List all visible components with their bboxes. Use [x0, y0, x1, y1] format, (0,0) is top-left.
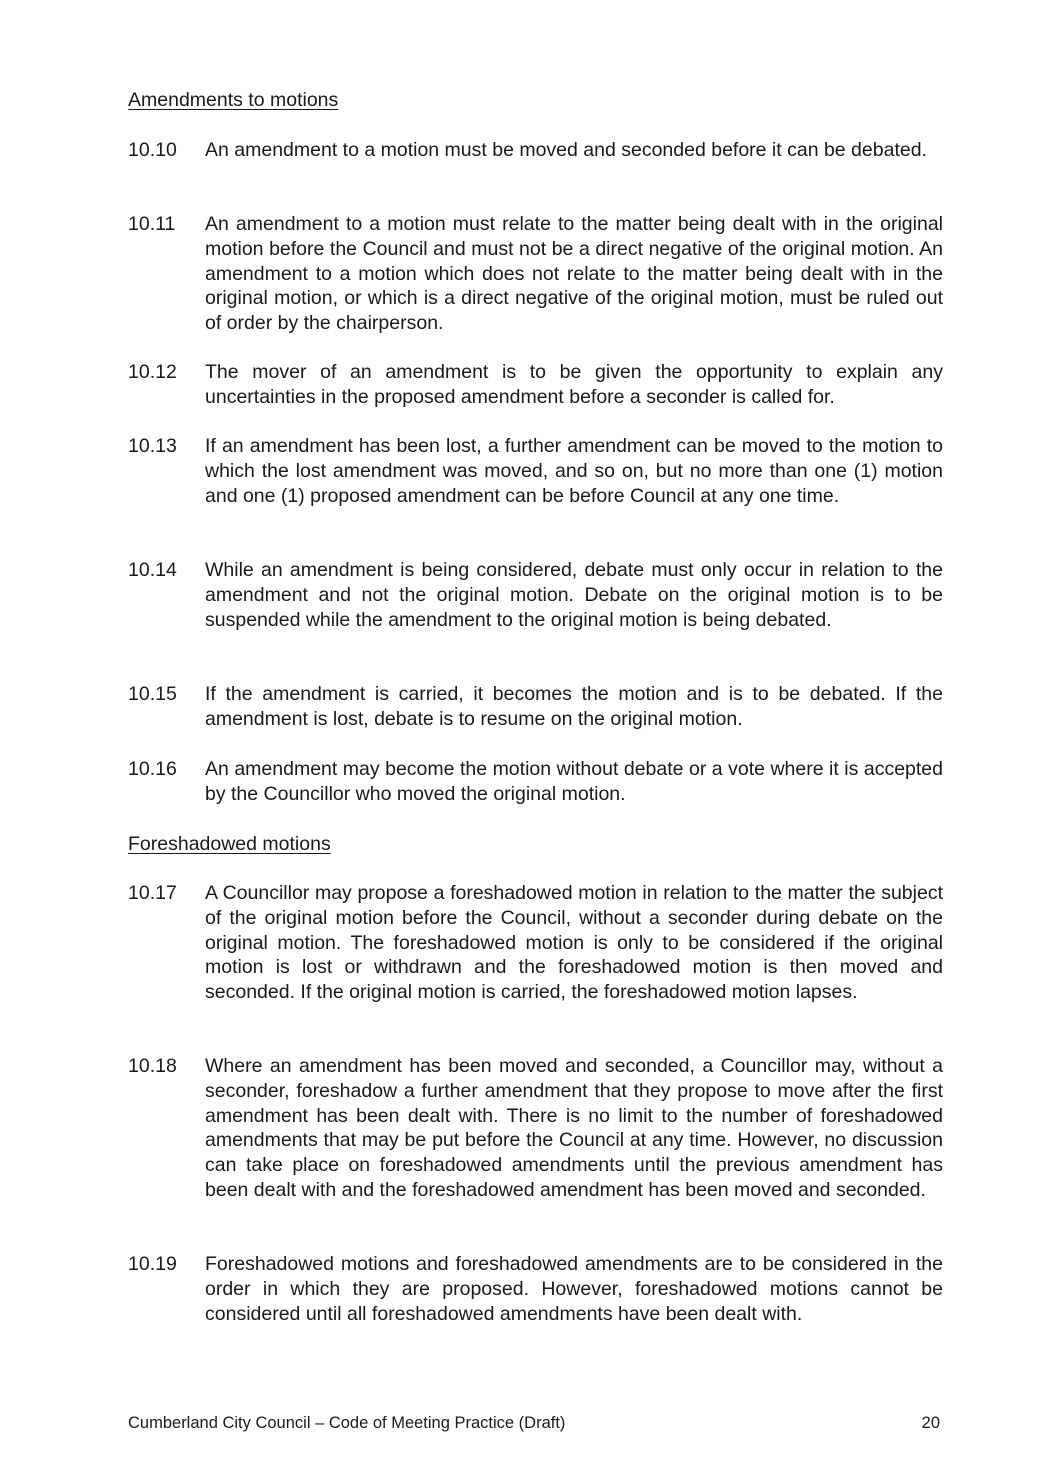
clause-text: If an amendment has been lost, a further amendment can be moved to the motion to which the lost amendment was moved, and so on, but no more than one (1) motion and one (1) proposed amendment can be before Council at any one time.: [205, 435, 943, 507]
footer-document-title: Cumberland City Council – Code of Meeting Practice (Draft): [128, 1414, 566, 1432]
clause-text: The mover of an amendment is to be given the opportunity to explain any uncertainties in the proposed amendment before a seconder is called for.: [205, 361, 943, 408]
clause-text: An amendment to a motion must be moved and seconded before it can be debated.: [205, 139, 927, 161]
section-heading-amendments: Amendments to motions: [128, 89, 339, 111]
clause-text: If the amendment is carried, it becomes the motion and is to be debated. If the amendment is lost, debate is to resume on the original motion.: [205, 683, 943, 730]
clause-number: 10.15: [128, 683, 177, 705]
clause-number: 10.13: [128, 435, 177, 457]
footer-page-number: 20: [921, 1414, 940, 1432]
clause-number: 10.11: [128, 213, 176, 235]
clause-text: A Councillor may propose a foreshadowed motion in relation to the matter the subject of the original motion before the Council, without a seconder during debate on the original motion. The foreshadowed motion is only to be considered if the original motion is lost or withdrawn and the foreshadowed motion is then moved and seconded. If the original motion is carried, the foreshadowed motion lapses.: [205, 882, 943, 1004]
clause-text: An amendment may become the motion without debate or a vote where it is accepted by the Councillor who moved the original motion.: [205, 758, 943, 805]
clause-number: 10.16: [128, 758, 177, 780]
clause-text: While an amendment is being considered, debate must only occur in relation to the amendment and not the original motion. Debate on the original motion is to be suspended while the amendment to the original motion is being debated.: [205, 559, 943, 631]
clause-text: Where an amendment has been moved and seconded, a Councillor may, without a seconder, foreshadow a further amendment that they propose to move after the first amendment has been dealt with. There is no limit to the number of foreshadowed amendments that may be put before the Council at any time. However, no discussion can take place on foreshadowed amendments until the previous amendment has been dealt with and the foreshadowed amendment has been moved and seconded.: [205, 1055, 943, 1201]
clause-number: 10.17: [128, 882, 177, 904]
clause-number: 10.18: [128, 1055, 177, 1077]
section-heading-foreshadowed: Foreshadowed motions: [128, 833, 331, 855]
clause-number: 10.19: [128, 1253, 177, 1275]
clause-number: 10.10: [128, 139, 177, 161]
clause-number: 10.14: [128, 559, 177, 581]
clause-text: An amendment to a motion must relate to the matter being dealt with in the original motion before the Council and must not be a direct negative of the original motion. An amendment to a motion which does not relate to the matter being dealt with in the original motion, or which is a direct negative of the original motion, must be ruled out of order by the chairperson.: [205, 213, 943, 335]
clause-text: Foreshadowed motions and foreshadowed amendments are to be considered in the order in which they are proposed. However, foreshadowed motions cannot be considered until all foreshadowed amendments have been dealt with.: [205, 1253, 943, 1325]
clause-number: 10.12: [128, 361, 177, 383]
